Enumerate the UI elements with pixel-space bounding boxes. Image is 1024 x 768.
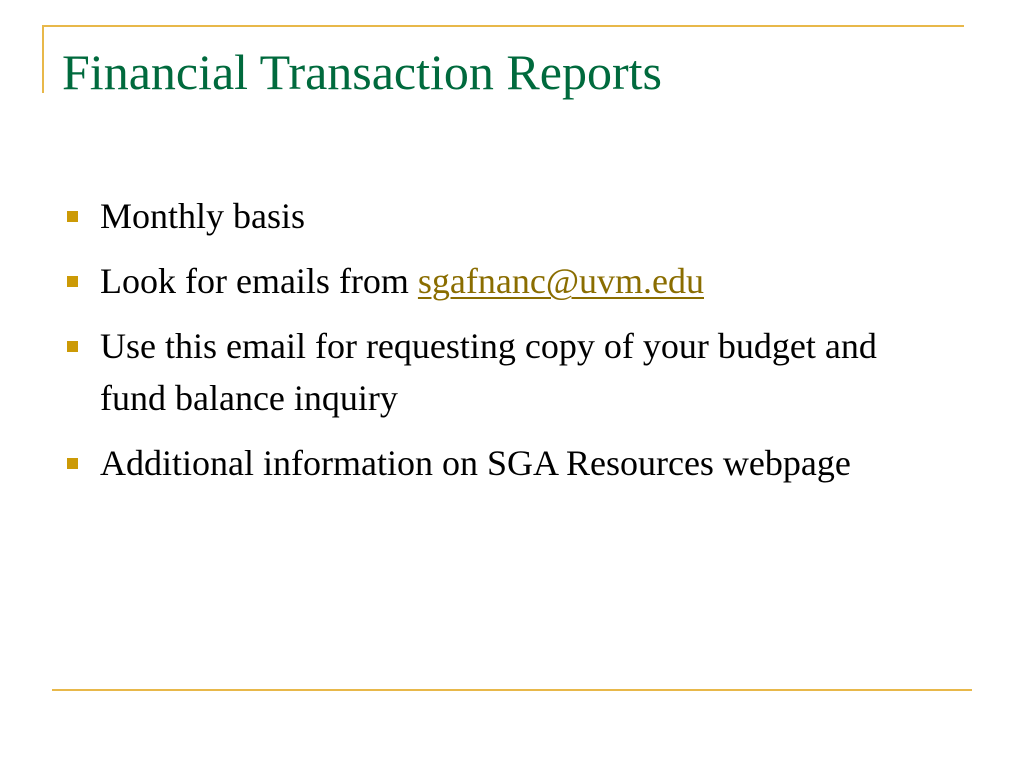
frame-bottom-rule	[52, 689, 972, 691]
bullet-text: Additional information on SGA Resources webpage	[100, 443, 851, 483]
bullet-item-additional-info	[64, 437, 944, 489]
square-bullet-icon	[67, 211, 78, 222]
bullet-text: Monthly basis	[100, 196, 306, 236]
frame-left-rule	[42, 25, 44, 93]
email-link[interactable]: sgafnanc@uvm.edu	[417, 261, 704, 301]
bullet-item-emails-from	[64, 255, 944, 307]
bullet-text: Look for emails from	[100, 261, 418, 301]
frame-top-rule	[42, 25, 964, 27]
square-bullet-icon	[67, 458, 78, 469]
bullet-list	[64, 190, 944, 502]
bullet-item-requesting-copy	[64, 320, 944, 424]
bullet-text: Use this email for requesting copy of your budget and fund balance inquiry	[100, 326, 877, 418]
slide-title: Financial Transaction Reports	[62, 44, 662, 100]
square-bullet-icon	[67, 276, 78, 287]
square-bullet-icon	[67, 341, 78, 352]
bullet-item-monthly-basis	[64, 190, 944, 242]
